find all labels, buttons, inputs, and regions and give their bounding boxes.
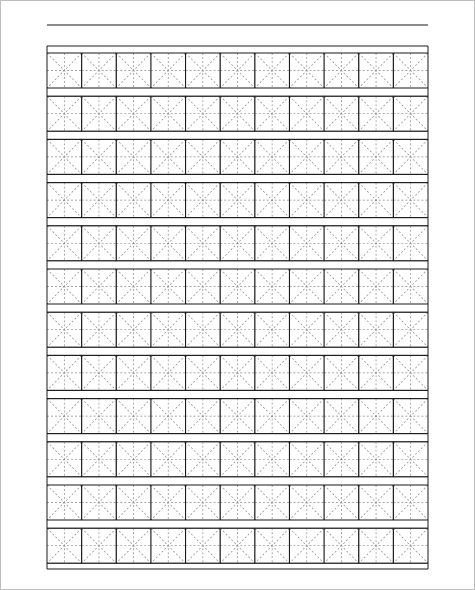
practice-cell xyxy=(82,139,117,174)
practice-cell xyxy=(82,355,117,390)
practice-cell xyxy=(82,269,117,304)
practice-cell xyxy=(82,399,117,434)
practice-cell xyxy=(82,312,117,347)
practice-cell xyxy=(82,485,117,520)
practice-cell xyxy=(82,96,117,131)
practice-cell xyxy=(82,442,117,477)
practice-cell xyxy=(82,528,117,563)
practice-cell xyxy=(82,183,117,218)
practice-cell xyxy=(82,53,117,88)
